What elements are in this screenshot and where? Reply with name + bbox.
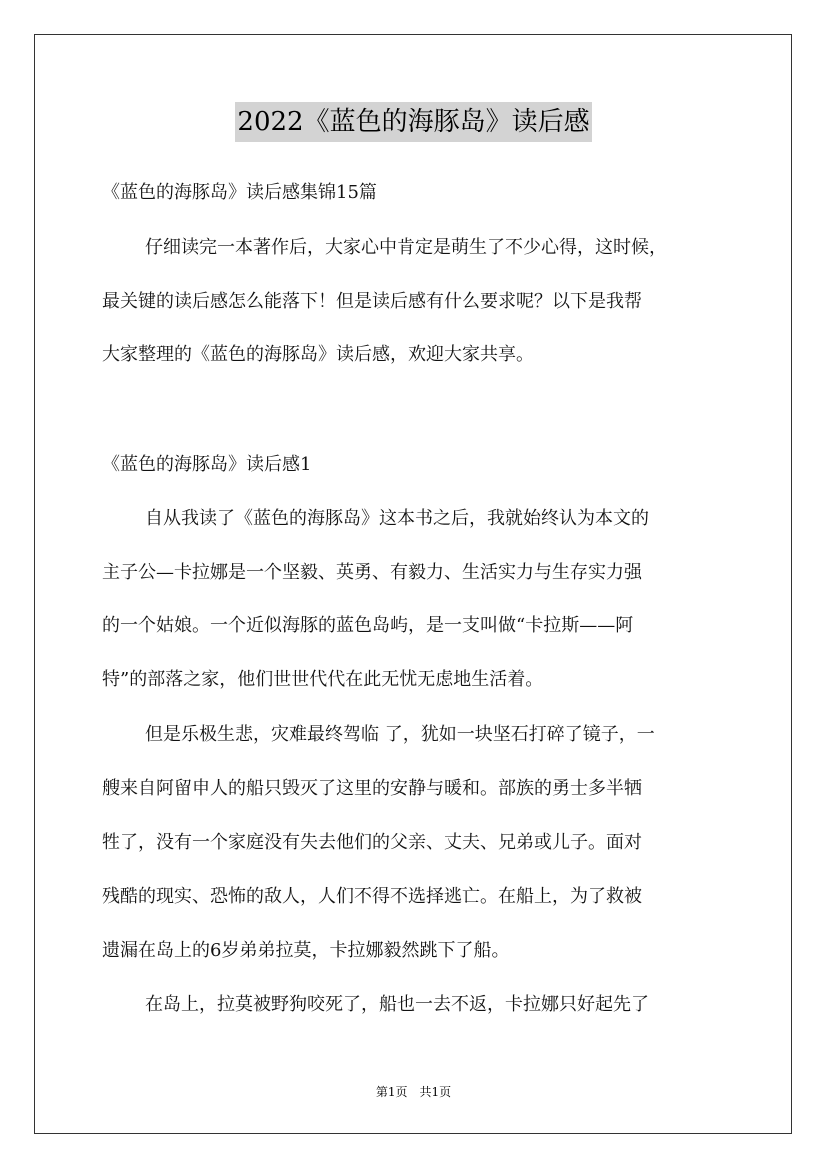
paragraph-line: 最关键的读后感怎么能落下！但是读后感有什么要求呢？以下是我帮 — [102, 291, 642, 312]
document-subtitle: 《蓝色的海豚岛》读后感集锦15篇 — [102, 182, 377, 203]
paragraph-line: 特”的部落之家，他们世世代代在此无忧无虑地生活着。 — [102, 669, 544, 690]
paragraph-line: 主子公—卡拉娜是一个坚毅、英勇、有毅力、生活实力与生存实力强 — [102, 562, 642, 583]
paragraph-line: 遗漏在岛上的6岁弟弟拉莫，卡拉娜毅然跳下了船。 — [102, 940, 510, 961]
paragraph-line: 的一个姑娘。一个近似海豚的蓝色岛屿，是一支叫做“卡拉斯——阿 — [102, 615, 634, 636]
section-heading: 《蓝色的海豚岛》读后感1 — [102, 454, 312, 475]
title-container — [0, 102, 827, 142]
paragraph-line: 在岛上，拉莫被野狗咬死了，船也一去不返，卡拉娜只好起先了 — [145, 994, 649, 1015]
paragraph-line: 大家整理的《蓝色的海豚岛》读后感，欢迎大家共享。 — [102, 344, 534, 365]
paragraph-line: 但是乐极生悲，灾难最终驾临 了，犹如一块坚石打碎了镜子，一 — [145, 724, 655, 745]
paragraph-line: 残酷的现实、恐怖的敌人，人们不得不选择逃亡。在船上，为了救被 — [102, 886, 642, 907]
paragraph-line: 牲了，没有一个家庭没有失去他们的父亲、丈夫、兄弟或儿子。面对 — [102, 832, 642, 853]
paragraph-line: 仔细读完一本著作后，大家心中肯定是萌生了不少心得，这时候， — [145, 237, 667, 258]
paragraph-line: 自从我读了《蓝色的海豚岛》这本书之后，我就始终认为本文的 — [145, 508, 649, 529]
document-title: 2022《蓝色的海豚岛》读后感 — [235, 102, 591, 142]
paragraph-line: 艘来自阿留申人的船只毁灭了这里的安静与暖和。部族的勇士多半牺 — [102, 778, 642, 799]
page-footer: 第1页 共1页 — [375, 1085, 452, 1099]
